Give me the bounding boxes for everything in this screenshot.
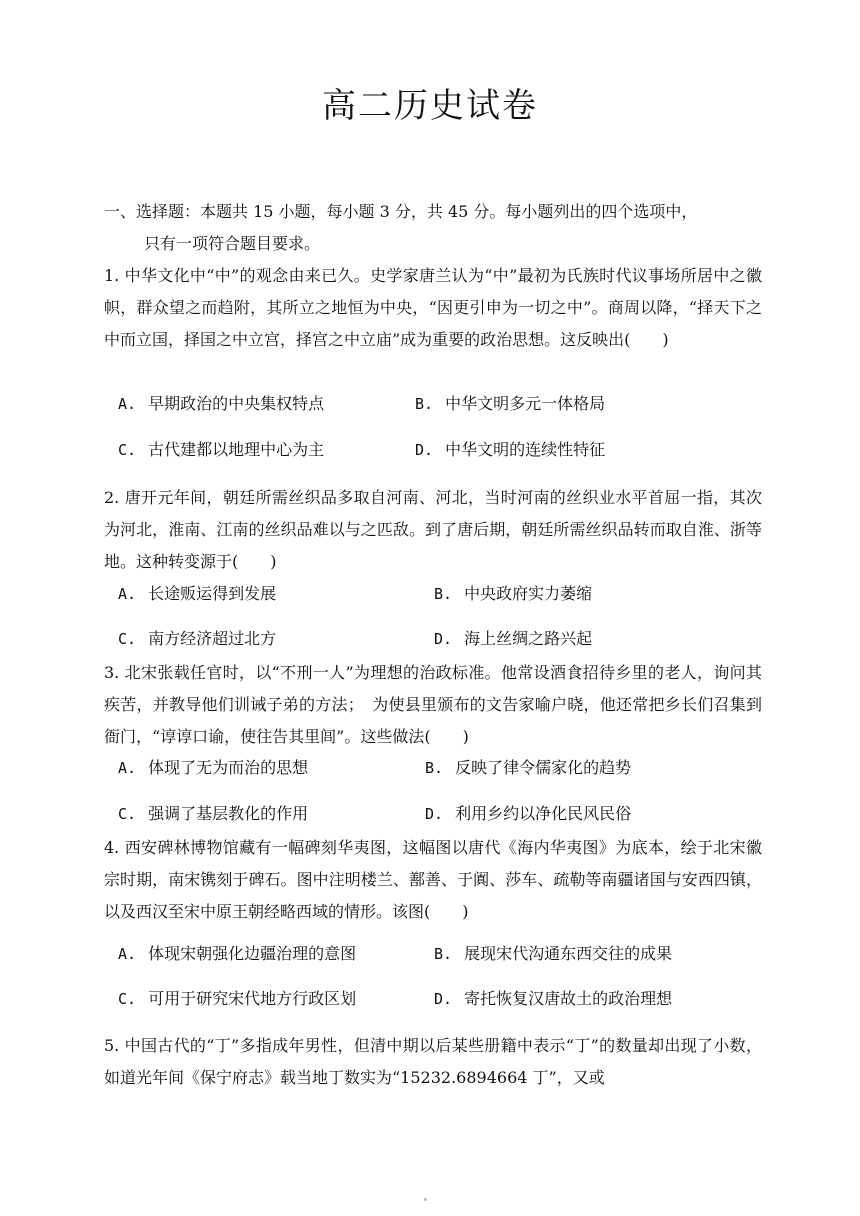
question-3-stem: 3. 北宋张载任官时，以“不刑一人”为理想的治政标准。他常设酒食招待乡里的老人，询问其疾苦，并教导他们训诫子弟的方法； 为使县里颁布的文告家喻户晓，他还常把乡长们召集到衙门，“谆谆口谕，使往告其里闾”。这些做法( ) bbox=[104, 663, 762, 746]
option-letter: C. bbox=[118, 630, 137, 648]
question-2-option-d bbox=[434, 627, 592, 651]
question-1-stem: 1. 中华文化中“中”的观念由来已久。史学家唐兰认为“中”最初为氏族时代议事场所居中之徽帜，群众望之而趋附，其所立之地恒为中央，“因更引申为一切之中”。商周以降，“择天下之中而立国，择国之中立宫，择宫之中立庙”成为重要的政治思想。这反映出( ) bbox=[104, 266, 762, 349]
question-3-option-c bbox=[118, 802, 308, 826]
question-1-option-d bbox=[415, 438, 605, 462]
option-letter: D. bbox=[415, 441, 434, 459]
option-letter: A. bbox=[118, 759, 137, 777]
option-letter: B. bbox=[434, 945, 453, 963]
option-text: 利用乡约以净化民风民俗 bbox=[455, 804, 632, 823]
option-text: 长途贩运得到发展 bbox=[148, 584, 277, 603]
question-1-option-c bbox=[118, 438, 324, 462]
section-heading-line-1: 一、选择题：本题共 15 小题，每小题 3 分，共 45 分。每小题列出的四个选项中， bbox=[104, 202, 698, 221]
question-4-stem: 4. 西安碑林博物馆藏有一幅碑刻华夷图，这幅图以唐代《海内华夷图》为底本，绘于北宋徽宗时期，南宋镌刻于碑石。图中注明楼兰、鄯善、于阗、莎车、疏勒等南疆诸国与安西四镇，以及西汉至宋中原王朝经略西域的情形。该图( ) bbox=[104, 838, 762, 921]
option-text: 可用于研究宋代地方行政区划 bbox=[148, 989, 357, 1008]
option-text: 中央政府实力萎缩 bbox=[464, 584, 593, 603]
question-1-option-a bbox=[118, 392, 324, 416]
option-text: 中华文明的连续性特征 bbox=[445, 440, 606, 459]
question-5-stem: 5. 中国古代的“丁”多指成年男性，但清中期以后某些册籍中表示“丁”的数量却出现了小数，如道光年间《保宁府志》载当地丁数实为“15232.6894664 丁”，又或 bbox=[104, 1036, 762, 1087]
page-dot-mark bbox=[424, 1198, 427, 1201]
question-3-option-a bbox=[118, 756, 308, 780]
option-letter: D. bbox=[434, 630, 453, 648]
question-2-option-a bbox=[118, 582, 276, 606]
option-letter: C. bbox=[118, 990, 137, 1008]
question-4-option-d bbox=[434, 987, 672, 1011]
option-text: 强调了基层教化的作用 bbox=[148, 804, 309, 823]
section-heading-line-2: 只有一项符合题目要求。 bbox=[144, 234, 321, 253]
option-letter: C. bbox=[118, 441, 137, 459]
option-text: 海上丝绸之路兴起 bbox=[464, 629, 593, 648]
question-4-option-a bbox=[118, 942, 356, 966]
question-2-stem: 2. 唐开元年间，朝廷所需丝织品多取自河南、河北，当时河南的丝织业水平首屈一指，其次为河北，淮南、江南的丝织品难以与之匹敌。到了唐后期，朝廷所需丝织品转而取自淮、浙等地。这种转变源于( ) bbox=[104, 488, 762, 571]
option-text: 体现了无为而治的思想 bbox=[148, 758, 309, 777]
option-letter: D. bbox=[434, 990, 453, 1008]
option-letter: B. bbox=[415, 395, 434, 413]
question-4-option-b bbox=[434, 942, 672, 966]
option-letter: B. bbox=[425, 759, 444, 777]
option-text: 南方经济超过北方 bbox=[148, 629, 277, 648]
page-title: 高二历史试卷 bbox=[322, 86, 538, 126]
option-text: 寄托恢复汉唐故土的政治理想 bbox=[464, 989, 673, 1008]
option-text: 反映了律令儒家化的趋势 bbox=[455, 758, 632, 777]
option-text: 中华文明多元一体格局 bbox=[445, 394, 606, 413]
question-2-option-b bbox=[434, 582, 592, 606]
question-3-option-d bbox=[425, 802, 631, 826]
option-text: 早期政治的中央集权特点 bbox=[148, 394, 325, 413]
question-3-option-b bbox=[425, 756, 631, 780]
option-letter: C. bbox=[118, 805, 137, 823]
question-2-option-c bbox=[118, 627, 276, 651]
option-letter: A. bbox=[118, 585, 137, 603]
option-letter: D. bbox=[425, 805, 444, 823]
option-letter: A. bbox=[118, 945, 137, 963]
option-text: 体现宋朝强化边疆治理的意图 bbox=[148, 944, 357, 963]
option-text: 古代建都以地理中心为主 bbox=[148, 440, 325, 459]
section-heading bbox=[104, 196, 764, 260]
option-letter: A. bbox=[118, 395, 137, 413]
option-letter: B. bbox=[434, 585, 453, 603]
option-text: 展现宋代沟通东西交往的成果 bbox=[464, 944, 673, 963]
question-1-option-b bbox=[415, 392, 605, 416]
question-4-option-c bbox=[118, 987, 356, 1011]
